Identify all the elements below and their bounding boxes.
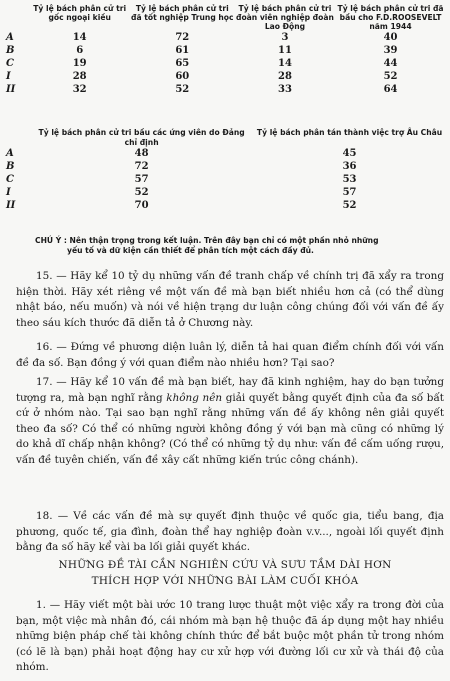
row-label: C	[6, 174, 14, 185]
table-header-cell: Tỷ lệ bách phân tán thành việc trợ Âu Châu	[256, 128, 443, 137]
table-header-row	[6, 128, 446, 147]
table-row	[6, 160, 446, 173]
table-row	[6, 44, 446, 57]
exercise-17-text: 17. — Hãy kể 10 vấn đề mà bạn biết, hay đã kinh nghiệm, hay do bạn tưởng tượng ra, mà bạn nghĩ rằng	[16, 376, 444, 404]
table-cell: 57	[342, 187, 357, 198]
table-cell: 3	[281, 32, 289, 43]
table-cell: 72	[134, 161, 149, 172]
section-heading-line-1: NHỮNG ĐỀ TÀI CẦN NGHIÊN CỨU VÀ SƯU TẦM DÀI HƠN	[58, 559, 392, 571]
exercise-17-emphasis: không nên	[166, 391, 223, 404]
table-cell: 11	[277, 45, 292, 56]
table-cell: 53	[342, 174, 357, 185]
table-row	[6, 57, 446, 70]
row-label: II	[6, 84, 16, 95]
table-cell: 57	[134, 174, 149, 185]
exercise-17-text: giải quyết bằng quyết định của đa số bất cứ ở nhóm nào. Tại sao bạn nghĩ rằng những vấn đề ấy không nên giải quyết theo đa số? Có thể có những người không đồng ý với bạn mà cũng có những lý do khả dĩ chấp nhận không? (Có thể có những tỷ dụ như: vấn đề cấm uống rượu, vấn đề tuyên chiến, vấn đề xây cất những kiến trúc công chánh).	[16, 391, 444, 466]
table-cell: 48	[134, 148, 149, 159]
table-cell: 61	[175, 45, 190, 56]
row-label: I	[6, 187, 11, 198]
table-cell: 40	[383, 32, 398, 43]
table-row	[6, 83, 446, 96]
table-cell: 32	[72, 84, 87, 95]
table-cell: 72	[175, 32, 190, 43]
table-row	[6, 70, 446, 83]
research-topic-1: 1. — Hãy viết một bài ước 10 trang lược thuật một việc xẩy ra trong đời của bạn, một việc mà nhân đó, cái nhóm mà bạn hệ thuộc đã áp dụng một hay nhiều những biện pháp chế tài không chính thức để bắt buộc một phần tử trong nhóm (có lẽ là bạn) phải hoạt động hay cư xử hợp với đường lối cư xử và thái độ của nhóm.	[16, 599, 444, 673]
table-header-row	[6, 4, 446, 31]
table-header-cell: Tỷ lệ bách phân cử tri đã bầu cho F.D.ROOSEVELT năm 1944	[337, 4, 444, 31]
table-row	[6, 173, 446, 186]
table-cell: 28	[72, 71, 87, 82]
table-cell: 36	[342, 161, 357, 172]
table-cell: 14	[72, 32, 87, 43]
table-cell: 6	[76, 45, 84, 56]
table-header-cell	[6, 4, 30, 31]
table-cell: 65	[175, 58, 190, 69]
exercise-17	[16, 375, 444, 468]
table-header-cell: Tỷ lệ bách phân cử tri đã tốt nghiệp Trung học	[131, 4, 234, 22]
table-header-cell: Tỷ lệ bách phân cử tri bầu các ứng viên do Đảng chỉ định	[38, 128, 245, 147]
exercise-15: 15. — Hãy kể 10 tỷ dụ những vấn đề tranh chấp về chính trị đã xẩy ra trong hiện thời. Hãy xét riêng về một vấn đề mà bạn biết nhiều hơn cả (có thể dùng nhật báo, nếu muốn) và nói về hiện trạng dư luận công chúng đối với vấn đề ấy theo sáu kích thước đã diễn tả ở Chương này.	[16, 270, 444, 329]
row-label: B	[6, 161, 15, 172]
row-label: B	[6, 45, 15, 56]
caution-note	[35, 236, 440, 256]
table-header-cell	[6, 128, 30, 147]
table-row	[6, 186, 446, 199]
note-line: yếu tố và dữ kiện cần thiết để phân tích một cách đầy đủ.	[67, 246, 314, 255]
table-cell: 52	[342, 200, 357, 211]
table-cell: 14	[277, 58, 292, 69]
table-cell: 39	[383, 45, 398, 56]
table-header-cell: Tỷ lệ bách phân cử tri đoàn viên nghiệp đoàn Lao Động	[236, 4, 334, 31]
row-label: A	[6, 32, 14, 43]
table-row	[6, 31, 446, 44]
voter-stats-table-2	[6, 128, 446, 212]
table-cell: 52	[175, 84, 190, 95]
table-cell: 45	[342, 148, 357, 159]
table-header-cell: Tỷ lệ bách phân cử tri gốc ngoại kiều	[33, 4, 127, 22]
table-cell: 52	[134, 187, 149, 198]
row-label: II	[6, 200, 16, 211]
table-cell: 52	[383, 71, 398, 82]
table-cell: 60	[175, 71, 190, 82]
section-heading-line-2: THÍCH HỢP VỚI NHỮNG BÀI LÀM CUỐI KHÓA	[91, 575, 359, 587]
voter-stats-table-1	[6, 4, 446, 96]
table-cell: 70	[134, 200, 149, 211]
table-row	[6, 199, 446, 212]
row-label: C	[6, 58, 14, 69]
table-cell: 28	[277, 71, 292, 82]
exercise-18: 18. — Về các vấn đề mà sự quyết định thuộc về quốc gia, tiểu bang, địa phương, quốc tế, gia đình, đoàn thể hay nghiệp đoàn v.v..., ngoài lối quyết định bằng đa số hãy kể vài ba lối giải quyết khác.	[16, 510, 444, 553]
table-row	[6, 147, 446, 160]
table-cell: 33	[277, 84, 292, 95]
note-line: CHÚ Ý : Nên thận trọng trong kết luận. Trên đây bạn chỉ có một phần nhỏ những	[35, 236, 379, 245]
row-label: A	[6, 148, 14, 159]
table-cell: 19	[72, 58, 87, 69]
exercise-16: 16. — Đứng về phương diện luân lý, diễn tả hai quan điểm chính đối với vấn đề đa số. Bạn đồng ý với quan điểm nào nhiều hơn? Tại sao?	[16, 341, 444, 369]
row-label: I	[6, 71, 11, 82]
table-cell: 64	[383, 84, 398, 95]
table-cell: 44	[383, 58, 398, 69]
